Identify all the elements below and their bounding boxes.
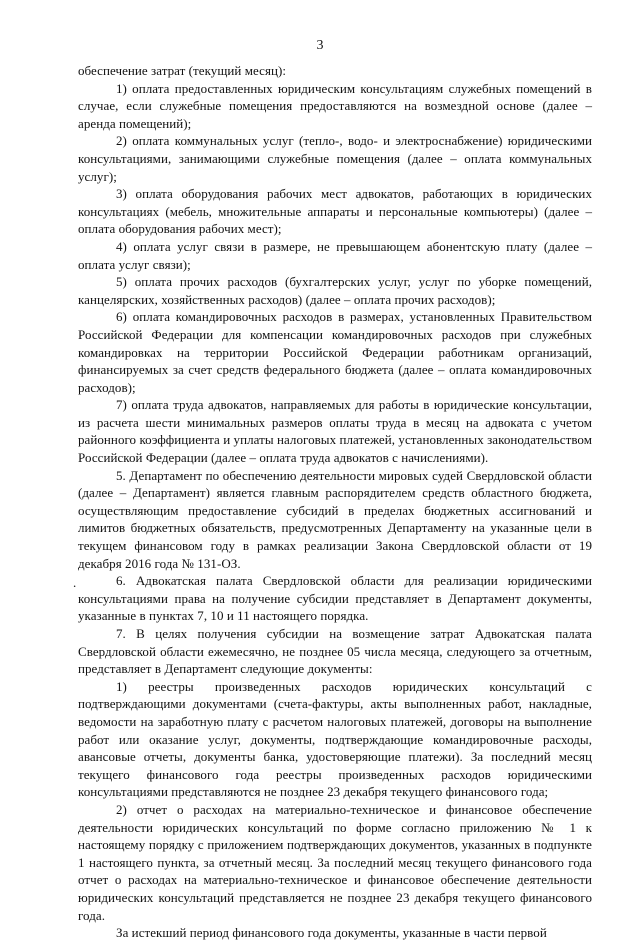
paragraph-clause-5: 5. Департамент по обеспечению деятельности мировых судей Свердловской области (далее – Департамент) является главным распорядителем средств областного бюджета, осуществляющим предоставление субсидий в пределах бюджетных ассигнований и лимитов бюджетных обязательств, предусмотренных Департаменту на указанные цели в текущем финансовом году в рамках реализации Закона Свердловской области от 19 декабря 2016 года № 131-ОЗ. xyxy=(78,467,592,571)
page-number: 3 xyxy=(316,38,324,53)
paragraph-item-4: 4) оплата услуг связи в размере, не превышающем абонентскую плату (далее – оплата услуг связи); xyxy=(78,238,592,272)
paragraph-intro: обеспечение затрат (текущий месяц): xyxy=(78,63,287,78)
paragraph-item-1: 1) оплата предоставленных юридическим консультациям служебных помещений в случае, если служебные помещения предоставляются на возмездной основе (далее – аренда помещений); xyxy=(78,80,592,131)
paragraph-clause-7-item-1: 1) реестры произведенных расходов юридических консультаций с подтверждающими документами (счета-фактуры, акты выполненных работ, накладные, ведомости на заработную плату с расчетом налоговых платежей, договоры на выполнение работ или оказание услуг, документы, подтверждающие командировочные расходы, авансовые отчеты, документы банка, удостоверяющие платежи). За последний месяц текущего финансового года реестры произведенных расходов юридическими консультациями представляются не позднее 23 декабря текущего финансового года; xyxy=(78,678,592,800)
paragraph-clause-6: 6. Адвокатская палата Свердловской области для реализации юридическими консультациями права на получение субсидии представляет в Департамент документы, указанные в пунктах 7, 10 и 11 настоящего порядка. xyxy=(78,573,592,624)
clause-6-wrapper xyxy=(73,572,592,625)
paragraph-clause-7: 7. В целях получения субсидии на возмещение затрат Адвокатская палата Свердловской области ежемесячно, не позднее 05 числа месяца, следующего за отчетным, представляет в Департамент следующие документы: xyxy=(78,626,592,677)
paragraph-item-7: 7) оплата труда адвокатов, направляемых для работы в юридические консультации, из расчета шести минимальных размеров оплаты труда в месяц на адвоката с учетом районного коэффициента и уплаты налоговых платежей, установленных законодательством Российской Федерации (далее – оплата труда адвокатов с начислениями). xyxy=(78,397,592,466)
document-body xyxy=(73,62,592,942)
paragraph-final: За истекший период финансового года документы, указанные в части первой xyxy=(116,925,547,941)
paragraph-item-3: 3) оплата оборудования рабочих мест адвокатов, работающих в юридических консультациях (мебель, множительные аппараты и персональные компьютеры) (далее – оплата оборудования рабочих мест); xyxy=(78,186,592,237)
paragraph-clause-7-item-2: 2) отчет о расходах на материально-техническое и финансовое обеспечение деятельности юридических консультаций по форме согласно приложению № 1 к настоящему порядку с приложением подтверждающих документов, указанных в подпункте 1 настоящего пункта, за отчетный месяц. За последний месяц текущего финансового года отчет о расходах на материально-техническое и финансовое обеспечение деятельности юридических консультаций представляется не позднее 23 декабря текущего финансового года. xyxy=(78,801,592,923)
margin-mark: . xyxy=(73,575,77,591)
paragraph-item-5: 5) оплата прочих расходов (бухгалтерских услуг, услуг по уборке помещений, канцелярских, хозяйственных расходов) (далее – оплата прочих расходов); xyxy=(78,274,592,307)
paragraph-item-2: 2) оплата коммунальных услуг (тепло-, водо- и электроснабжение) юридическими консультациями, занимающими служебные помещения (далее – оплата коммунальных услуг); xyxy=(78,133,592,184)
paragraph-item-6: 6) оплата командировочных расходов в размерах, установленных Правительством Российской Федерации для компенсации командировочных расходов при служебных командировках на территории Российской Федерации работникам организаций, финансируемых за счет средств федерального бюджета (далее – оплата командировочных расходов); xyxy=(78,309,592,395)
